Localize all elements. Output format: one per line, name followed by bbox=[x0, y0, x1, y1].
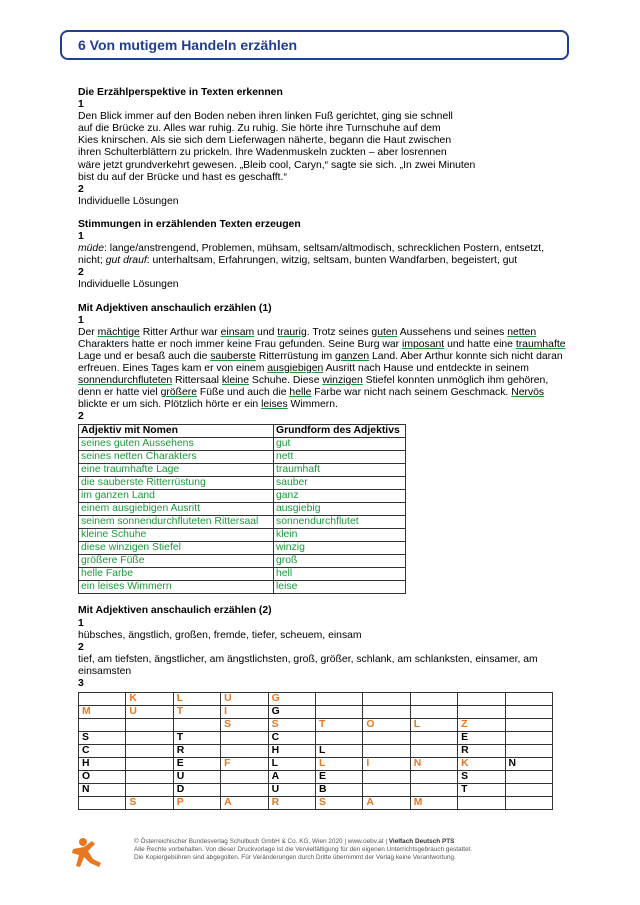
grid-cell bbox=[315, 732, 362, 745]
adjective-with-noun: helle Farbe bbox=[79, 568, 274, 581]
grid-cell: R bbox=[173, 745, 220, 758]
grid-cell: C bbox=[268, 732, 315, 745]
chapter-title: 6 Von mutigem Handeln erzählen bbox=[78, 37, 298, 53]
grid-cell: L bbox=[315, 745, 362, 758]
story-text-segment: Farbe war nicht nach seinem Geschmack. bbox=[311, 387, 512, 399]
task-number: 2 bbox=[78, 641, 84, 653]
grid-cell bbox=[221, 745, 268, 758]
section-title: Stimmungen in erzählenden Texten erzeugen bbox=[78, 218, 301, 230]
grid-cell: E bbox=[458, 732, 505, 745]
section-title: Mit Adjektiven anschaulich erzählen (1) bbox=[78, 302, 272, 314]
story-text-segment: und bbox=[254, 326, 278, 338]
solution-text: Individuelle Lösungen bbox=[78, 195, 179, 207]
grid-cell bbox=[363, 693, 410, 706]
grid-cell: T bbox=[458, 784, 505, 797]
highlighted-adjective: winzigen bbox=[322, 375, 363, 387]
story-text-segment: Ritter Arthur war bbox=[139, 326, 221, 338]
story-text-segment: und hatte eine bbox=[444, 338, 516, 350]
grid-cell: A bbox=[221, 797, 268, 810]
story-text-segment: Ritterrüstung im bbox=[255, 350, 336, 362]
grid-cell: S bbox=[268, 719, 315, 732]
story-text-segment: Füße und auch die bbox=[197, 387, 290, 399]
adjective-table bbox=[78, 424, 406, 594]
grid-row bbox=[79, 771, 553, 784]
adjective-base-form: sonnendurchflutet bbox=[274, 516, 406, 529]
grid-cell bbox=[410, 771, 457, 784]
section-adjektive-1 bbox=[78, 303, 568, 595]
grid-cell: L bbox=[315, 758, 362, 771]
grid-cell: O bbox=[363, 719, 410, 732]
grid-row bbox=[79, 745, 553, 758]
grid-cell bbox=[410, 693, 457, 706]
grid-cell: M bbox=[79, 706, 126, 719]
adjective-with-noun: seines netten Charakters bbox=[79, 451, 274, 464]
story-text-segment: Rittersaal bbox=[172, 375, 222, 387]
worksheet-content bbox=[78, 87, 568, 821]
grid-cell: C bbox=[79, 745, 126, 758]
text-line: wäre jetzt grundverkehrt gewesen. „Bleib cool, Caryn,“ sagte sie sich. „In zwei Minuten bbox=[78, 159, 476, 171]
highlighted-adjective: mächtige bbox=[97, 326, 140, 338]
grid-cell: L bbox=[268, 758, 315, 771]
grid-cell: P bbox=[173, 797, 220, 810]
adjective-with-noun: ein leises Wimmern bbox=[79, 581, 274, 594]
task-number: 2 bbox=[78, 183, 84, 195]
highlighted-adjective: kleine bbox=[221, 375, 249, 387]
grid-cell: S bbox=[315, 797, 362, 810]
grid-cell bbox=[173, 719, 220, 732]
section-adjektive-2 bbox=[78, 605, 568, 810]
text-line: bist du auf der Brücke und hast es geschafft.“ bbox=[78, 171, 287, 183]
grid-row bbox=[79, 719, 553, 732]
grid-cell: A bbox=[363, 797, 410, 810]
publisher-logo-icon bbox=[70, 837, 104, 871]
adjective-with-noun: seines guten Aussehens bbox=[79, 438, 274, 451]
grid-cell bbox=[363, 771, 410, 784]
grid-cell: N bbox=[79, 784, 126, 797]
table-row bbox=[79, 581, 406, 594]
grid-cell bbox=[79, 797, 126, 810]
grid-cell bbox=[221, 784, 268, 797]
grid-cell bbox=[458, 706, 505, 719]
grid-cell: U bbox=[126, 706, 173, 719]
grid-cell bbox=[221, 771, 268, 784]
highlighted-adjective: netten bbox=[507, 326, 537, 338]
grid-cell: K bbox=[458, 758, 505, 771]
grid-cell: U bbox=[268, 784, 315, 797]
adjective-base-form: hell bbox=[274, 568, 406, 581]
grid-cell: T bbox=[173, 732, 220, 745]
story-text-segment: Land. Aber Arthur konnte sich nicht daran erfreuen. Eines Tages kam er von einem bbox=[78, 350, 563, 374]
grid-cell: E bbox=[173, 758, 220, 771]
highlighted-adjective: ausgiebigen bbox=[267, 362, 324, 374]
keyword: müde bbox=[78, 243, 104, 255]
grid-cell bbox=[505, 771, 552, 784]
grid-cell: H bbox=[79, 758, 126, 771]
highlighted-adjective: sauberste bbox=[210, 350, 256, 362]
footer-line bbox=[134, 838, 472, 846]
grid-cell bbox=[505, 706, 552, 719]
table-row bbox=[79, 516, 406, 529]
section-erzaehlperspektive bbox=[78, 87, 568, 208]
story-text-segment: Ausritt nach Hause und entdeckte in seinem bbox=[323, 362, 529, 374]
grid-cell: I bbox=[363, 758, 410, 771]
answer-line bbox=[78, 255, 568, 267]
grid-cell: U bbox=[173, 771, 220, 784]
adjective-with-noun: die sauberste Ritterrüstung bbox=[79, 477, 274, 490]
grid-cell: R bbox=[458, 745, 505, 758]
adjective-base-form: sauber bbox=[274, 477, 406, 490]
grid-row bbox=[79, 797, 553, 810]
story-text-segment: Aussehens und seines bbox=[397, 326, 508, 338]
adjective-with-noun: im ganzen Land bbox=[79, 490, 274, 503]
adjective-with-noun: diese winzigen Stiefel bbox=[79, 542, 274, 555]
table-row bbox=[79, 451, 406, 464]
grid-cell bbox=[363, 784, 410, 797]
grid-cell: G bbox=[268, 706, 315, 719]
grid-cell bbox=[505, 732, 552, 745]
answer-text: : lange/anstrengend, Problemen, mühsam, seltsam/altmodisch, schrecklichen Postern, entsetzt, bbox=[104, 243, 545, 255]
grid-cell: M bbox=[410, 797, 457, 810]
highlighted-adjective: größere bbox=[160, 387, 197, 399]
adjective-base-form: gut bbox=[274, 438, 406, 451]
story-text-segment: Stiefel konnten unmöglich ihm gehören, denn er hatte viel bbox=[78, 375, 549, 399]
grid-cell: K bbox=[126, 693, 173, 706]
table-row bbox=[79, 503, 406, 516]
grid-cell bbox=[363, 706, 410, 719]
footer-text: © Österreichischer Bundesverlag Schulbuch GmbH & Co. KG, Wien 2020 | www.oebv.at | bbox=[134, 838, 389, 845]
grid-cell: L bbox=[173, 693, 220, 706]
grid-cell bbox=[505, 784, 552, 797]
adjective-base-form: ganz bbox=[274, 490, 406, 503]
grid-cell bbox=[505, 693, 552, 706]
adjective-with-noun: größere Füße bbox=[79, 555, 274, 568]
adjective-base-form: nett bbox=[274, 451, 406, 464]
story-text-segment: Der bbox=[78, 326, 98, 338]
grid-cell: S bbox=[79, 732, 126, 745]
grid-cell bbox=[363, 745, 410, 758]
grid-cell: Ö bbox=[79, 771, 126, 784]
grid-cell: F bbox=[221, 758, 268, 771]
grid-cell bbox=[126, 771, 173, 784]
answer-text: : unterhaltsam, Erfahrungen, witzig, seltsam, bunten Wandfarben, begeistert, gut bbox=[146, 255, 518, 267]
chapter-header bbox=[60, 30, 569, 60]
column-header: Adjektiv mit Nomen bbox=[79, 425, 274, 438]
solution-text: Individuelle Lösungen bbox=[78, 279, 179, 291]
adjective-with-noun: seinem sonnendurchfluteten Rittersaal bbox=[79, 516, 274, 529]
column-header: Grundform des Adjektivs bbox=[274, 425, 406, 438]
table-row bbox=[79, 555, 406, 568]
grid-cell: B bbox=[315, 784, 362, 797]
adjective-base-form: winzig bbox=[274, 542, 406, 555]
grid-cell: R bbox=[268, 797, 315, 810]
grid-cell: G bbox=[268, 693, 315, 706]
grid-cell bbox=[505, 745, 552, 758]
grid-cell: T bbox=[315, 719, 362, 732]
story-text-segment: blickte er um sich. Plötzlich hörte er ein bbox=[78, 399, 262, 411]
keyword: gut drauf bbox=[105, 255, 147, 267]
grid-cell bbox=[410, 706, 457, 719]
grid-cell bbox=[126, 732, 173, 745]
grid-cell: I bbox=[221, 706, 268, 719]
adjective-with-noun: einem ausgiebigen Ausritt bbox=[79, 503, 274, 516]
answer-line bbox=[78, 243, 568, 255]
footer-line: Alle Rechte vorbehalten. Von dieser Druckvorlage ist die Vervielfältigung für den eigenen Unterrichtsgebrauch gestattet. bbox=[134, 846, 473, 854]
task-number: 3 bbox=[78, 678, 84, 689]
section-title: Die Erzählperspektive in Texten erkennen bbox=[78, 87, 283, 98]
grid-cell bbox=[410, 732, 457, 745]
task-number: 1 bbox=[78, 231, 84, 243]
grid-cell bbox=[458, 693, 505, 706]
table-row bbox=[79, 490, 406, 503]
grid-cell: E bbox=[315, 771, 362, 784]
adjective-base-form: groß bbox=[274, 555, 406, 568]
answer-line: einsamsten bbox=[78, 665, 132, 677]
adjective-base-form: ausgiebig bbox=[274, 503, 406, 516]
section-stimmungen bbox=[78, 219, 568, 292]
highlighted-adjective: traumhafte bbox=[515, 338, 566, 350]
adjective-with-noun: eine traumhafte Lage bbox=[79, 464, 274, 477]
grid-cell bbox=[79, 719, 126, 732]
table-row bbox=[79, 568, 406, 581]
footer-series: Vielfach Deutsch PTS bbox=[388, 838, 455, 845]
story-text bbox=[78, 111, 568, 184]
task-number: 2 bbox=[78, 267, 84, 279]
adjective-base-form: traumhaft bbox=[274, 464, 406, 477]
table-row bbox=[79, 542, 406, 555]
text-line: ihren Schulterblättern zu prickeln. Ihre Wadenmuskeln zuckten – aber losrennen bbox=[78, 147, 447, 159]
table-header-row bbox=[79, 425, 406, 438]
grid-cell bbox=[363, 732, 410, 745]
grid-row bbox=[79, 784, 553, 797]
grid-cell bbox=[315, 706, 362, 719]
footer-line: Die Kopiergebühren sind abgegolten. Für Veränderungen durch Dritte übernimmt der Verlag keine Verantwortung. bbox=[134, 854, 456, 862]
task-number: 1 bbox=[78, 314, 84, 326]
story-text-segment: Charakters hatte er noch immer keine Frau gefunden. Seine Burg war bbox=[78, 338, 403, 350]
table-row bbox=[79, 464, 406, 477]
grid-cell: S bbox=[221, 719, 268, 732]
grid-cell: N bbox=[410, 758, 457, 771]
highlighted-adjective: leises bbox=[261, 399, 288, 411]
text-line: auf die Brücke zu. Alles war ruhig. Zu ruhig. Sie hörte ihre Turnschuhe auf dem bbox=[78, 123, 441, 135]
task-number: 1 bbox=[78, 99, 84, 111]
grid-cell bbox=[458, 797, 505, 810]
adjective-base-form: leise bbox=[274, 581, 406, 594]
footer-copyright bbox=[134, 838, 472, 863]
section-title: Mit Adjektiven anschaulich erzählen (2) bbox=[78, 605, 272, 617]
grid-cell: N bbox=[505, 758, 552, 771]
highlighted-adjective: traurig bbox=[277, 326, 307, 338]
grid-cell: U bbox=[221, 693, 268, 706]
grid-cell bbox=[126, 745, 173, 758]
highlighted-adjective: Nervös bbox=[511, 387, 545, 399]
grid-cell bbox=[221, 732, 268, 745]
grid-cell bbox=[126, 758, 173, 771]
story-text-segment: Lage und er besaß auch die bbox=[78, 350, 211, 362]
story-text-segment: Schuhe. Diese bbox=[249, 375, 323, 387]
grid-cell bbox=[505, 719, 552, 732]
answer-text: nicht; bbox=[78, 255, 106, 267]
grid-cell bbox=[126, 784, 173, 797]
answer-line: tief, am tiefsten, ängstlicher, am ängstlichsten, groß, größer, schlank, am schlanksten, einsamer, am bbox=[78, 653, 538, 665]
crossword-grid bbox=[78, 692, 553, 810]
highlighted-adjective: guten bbox=[371, 326, 398, 338]
grid-cell bbox=[505, 797, 552, 810]
text-line: Kies knirschen. Als sie sich dem Lieferwagen näherte, begann die Haut zwischen bbox=[78, 135, 452, 147]
story-text-segment: Wimmern. bbox=[287, 399, 338, 411]
story-text-segment: . Trotz seines bbox=[306, 326, 372, 338]
grid-cell: H bbox=[268, 745, 315, 758]
table-row bbox=[79, 438, 406, 451]
grid-cell: T bbox=[173, 706, 220, 719]
grid-cell: Z bbox=[458, 719, 505, 732]
highlighted-adjective: imposant bbox=[402, 338, 445, 350]
grid-cell bbox=[410, 745, 457, 758]
table-row bbox=[79, 477, 406, 490]
adjective-base-form: klein bbox=[274, 529, 406, 542]
grid-cell: D bbox=[173, 784, 220, 797]
grid-cell bbox=[410, 784, 457, 797]
story-paragraph bbox=[78, 327, 568, 412]
grid-cell bbox=[315, 693, 362, 706]
grid-cell: S bbox=[126, 797, 173, 810]
highlighted-adjective: einsam bbox=[220, 326, 255, 338]
highlighted-adjective: sonnendurchfluteten bbox=[78, 375, 173, 387]
grid-cell: L bbox=[410, 719, 457, 732]
adjective-with-noun: kleine Schuhe bbox=[79, 529, 274, 542]
text-line: Den Blick immer auf den Boden neben ihren linken Fuß gerichtet, ging sie schnell bbox=[78, 111, 453, 123]
grid-cell bbox=[126, 719, 173, 732]
answer-line: hübsches, ängstlich, großen, fremde, tiefer, scheuem, einsam bbox=[78, 629, 362, 641]
table-row bbox=[79, 529, 406, 542]
grid-row bbox=[79, 758, 553, 771]
grid-cell: A bbox=[268, 771, 315, 784]
highlighted-adjective: ganzen bbox=[335, 350, 370, 362]
grid-row bbox=[79, 693, 553, 706]
grid-row bbox=[79, 706, 553, 719]
highlighted-adjective: helle bbox=[289, 387, 312, 399]
grid-cell bbox=[79, 693, 126, 706]
grid-cell: S bbox=[458, 771, 505, 784]
task-number: 2 bbox=[78, 411, 84, 423]
grid-row bbox=[79, 732, 553, 745]
task-number: 1 bbox=[78, 617, 84, 629]
